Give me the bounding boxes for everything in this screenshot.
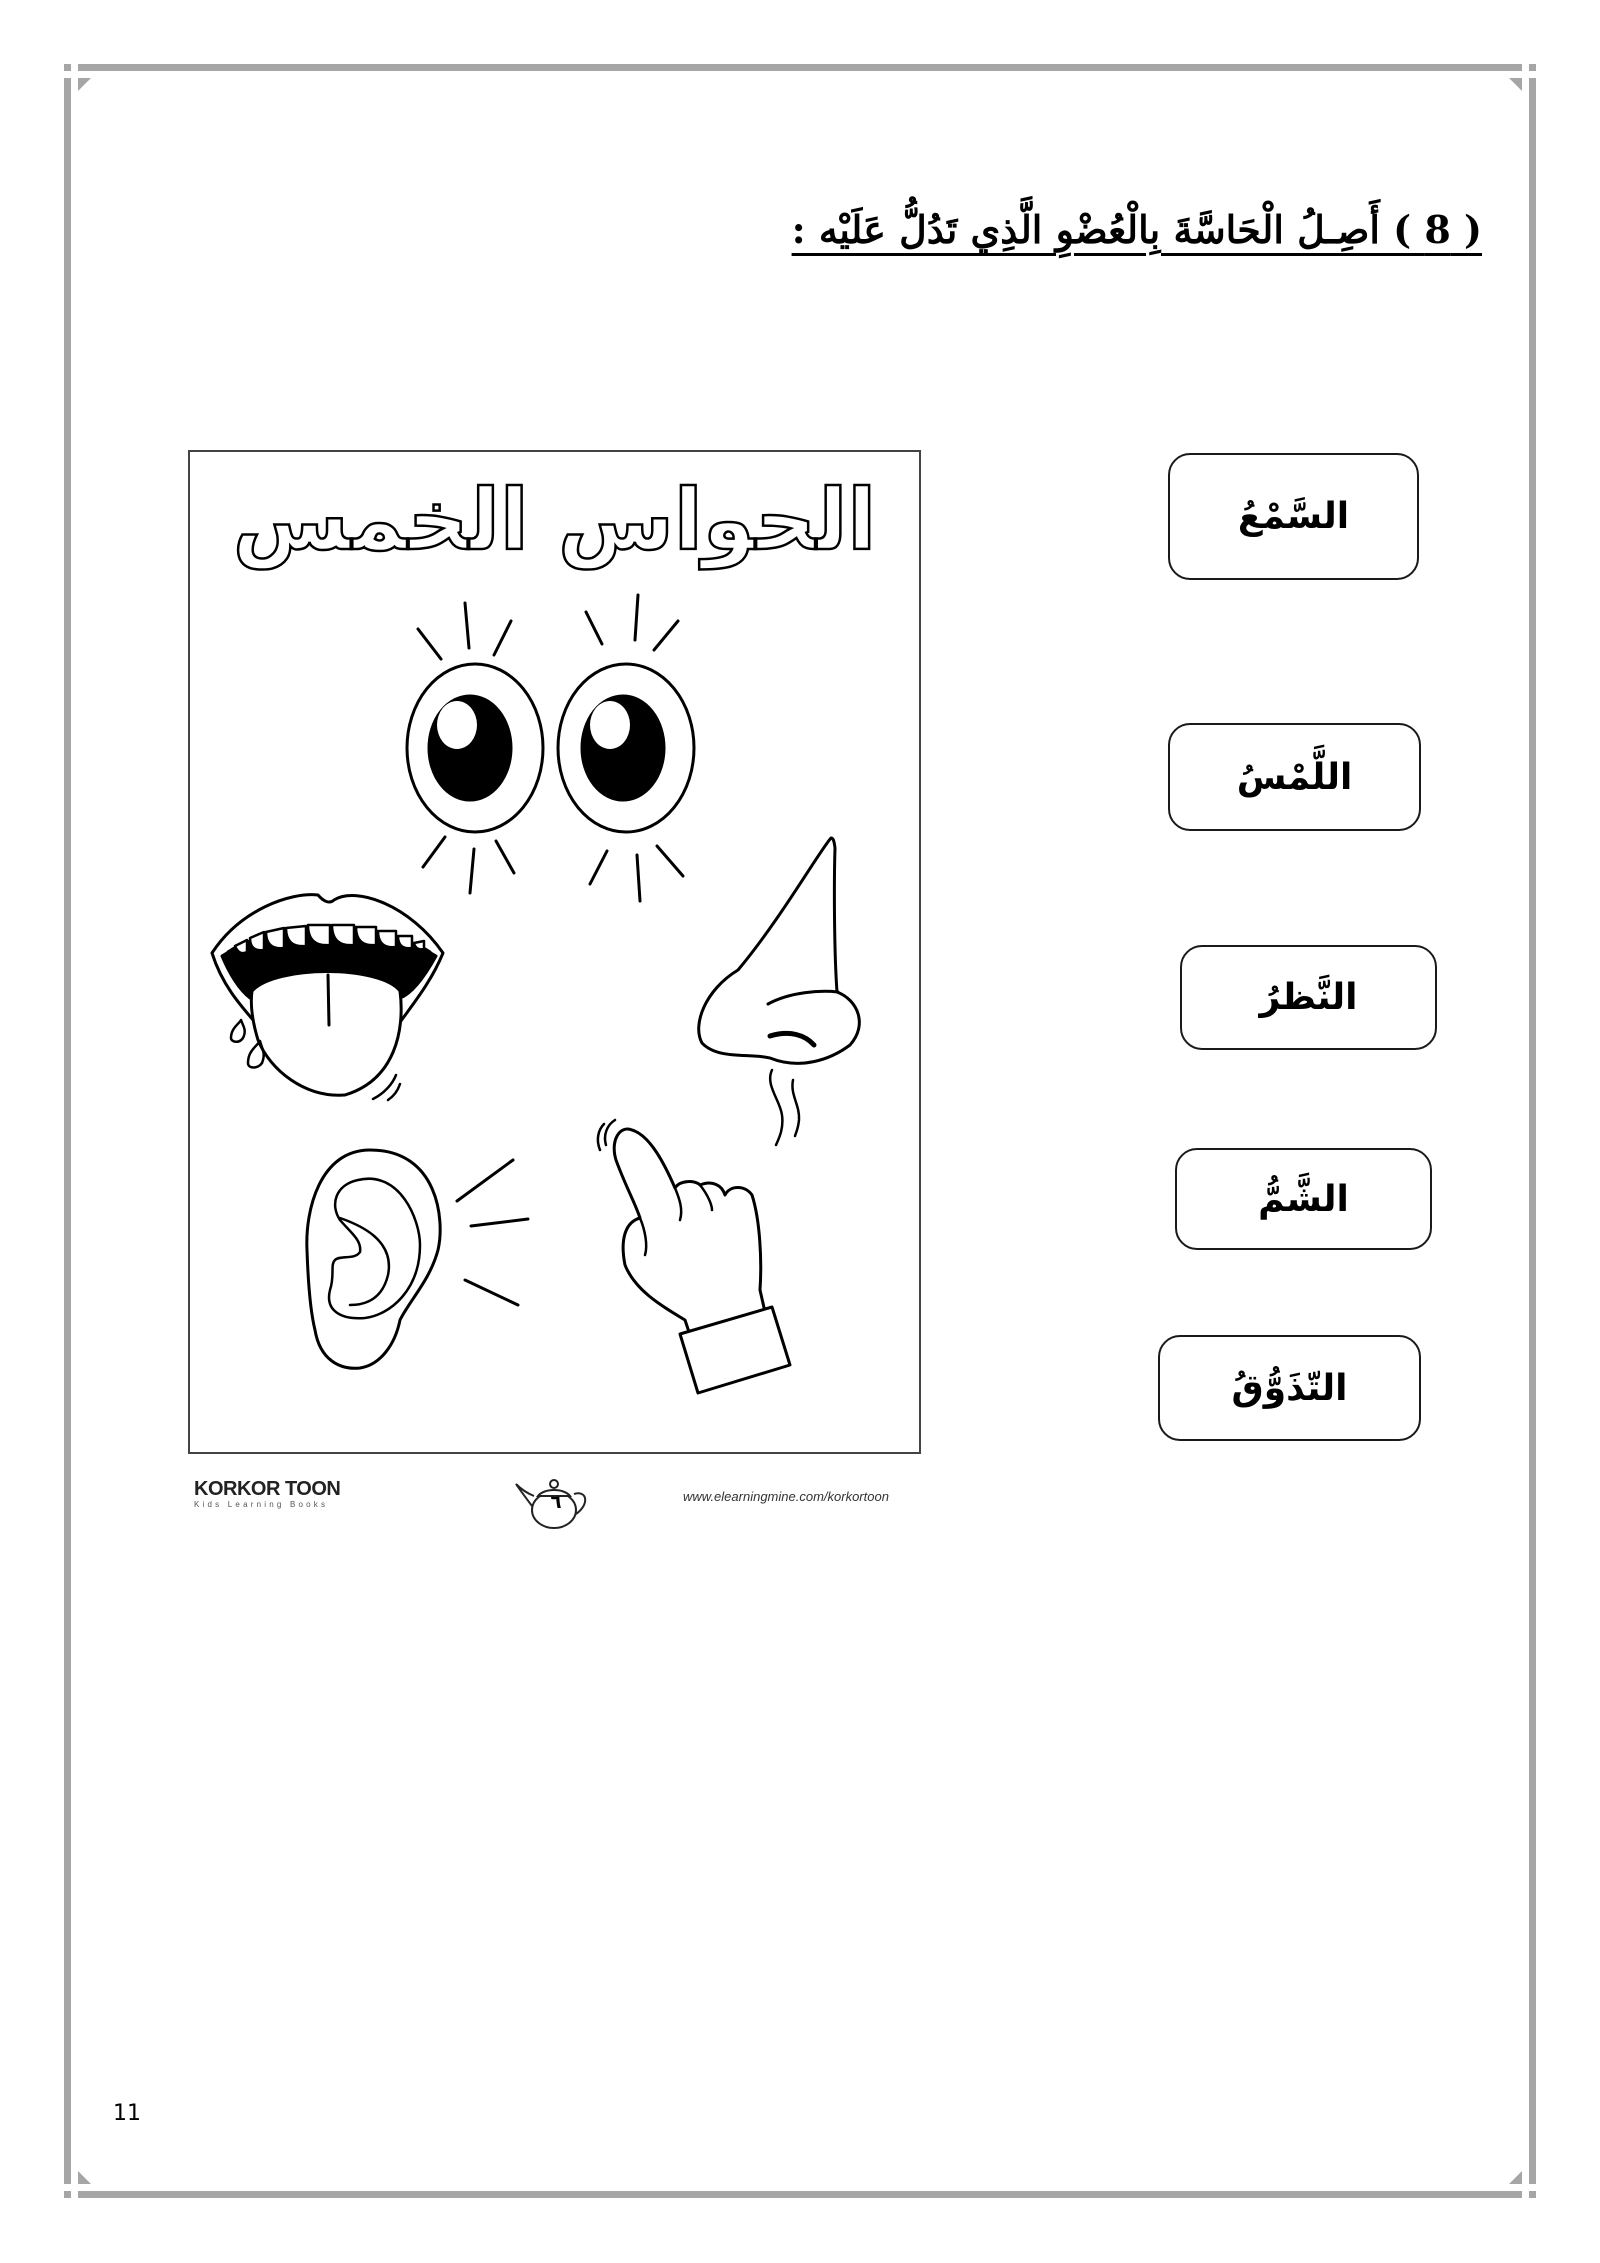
five-senses-illustration <box>188 450 921 1454</box>
footer-url: www.elearningmine.com/korkortoon <box>683 1489 889 1504</box>
teapot-page-digit: ٦ <box>550 1492 562 1513</box>
eyes-icon <box>407 595 694 901</box>
sense-label: السَّمْعُ <box>1237 496 1350 537</box>
pointing-hand-icon <box>598 1120 790 1393</box>
question-title: ( 8 ) أَصِـلُ الْحَاسَّةَ بِالْعُضْوِ الَّذِي تَدُلُّ عَلَيْه : <box>791 207 1482 252</box>
brand-logo <box>194 1478 340 1510</box>
corner-triangle-tr <box>1509 78 1522 91</box>
sense-label: التّذَوُّقُ <box>1231 1367 1348 1409</box>
border-bottom <box>78 2191 1522 2198</box>
brand-name: KORKOR TOON <box>194 1478 341 1500</box>
corner-square-tr <box>1529 64 1536 71</box>
border-right <box>1529 78 1536 2184</box>
sense-label: الشَّمُّ <box>1258 1178 1349 1220</box>
corner-square-tl <box>64 64 71 71</box>
corner-square-bl <box>64 2191 71 2198</box>
sense-label: اللَّمْسُ <box>1236 756 1353 798</box>
sense-box-sight[interactable] <box>1180 945 1437 1050</box>
sense-label: النَّظرُ <box>1259 977 1358 1018</box>
corner-triangle-tl <box>78 78 91 91</box>
sense-box-smell[interactable] <box>1175 1148 1432 1250</box>
sense-box-taste[interactable] <box>1158 1335 1421 1441</box>
corner-triangle-br <box>1509 2171 1522 2184</box>
border-left <box>64 78 71 2184</box>
corner-square-br <box>1529 2191 1536 2198</box>
nose-icon <box>699 838 860 1145</box>
brand-tagline: Kids Learning Books <box>194 1500 329 1509</box>
illustration-heading: الحواس الخمس <box>232 471 877 569</box>
corner-triangle-bl <box>78 2171 91 2184</box>
sense-box-touch[interactable] <box>1168 723 1421 831</box>
sound-lines-icon <box>457 1160 528 1305</box>
page-number: 11 <box>113 2101 141 2126</box>
border-top <box>78 64 1522 71</box>
ear-icon <box>307 1150 440 1368</box>
mouth-tongue-icon <box>212 895 443 1100</box>
sense-box-hearing[interactable] <box>1168 453 1419 580</box>
